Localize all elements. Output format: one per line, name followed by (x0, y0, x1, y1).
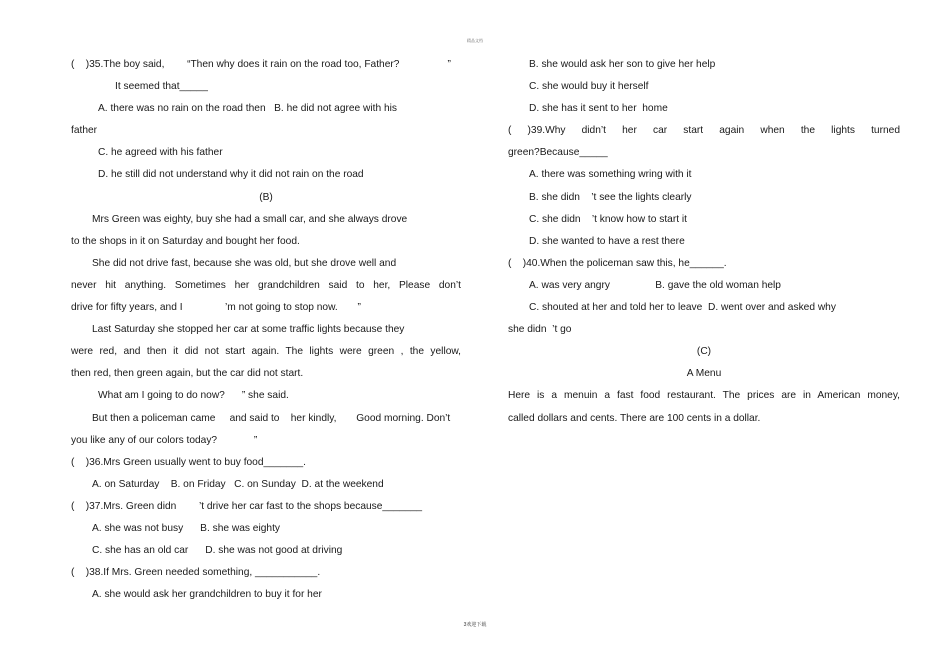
text-line: ( )36.Mrs Green usually went to buy food_______. (71, 456, 307, 468)
text-line: It seemed that_____ (115, 81, 208, 93)
text-line: drive for fifty years, and I ’m not going to stop now. ” (71, 302, 361, 314)
text-line: green?Because_____ (508, 147, 608, 159)
text-line: (C) (696, 346, 712, 358)
text-line: A. was very angry B. gave the old woman help (529, 279, 781, 291)
text-line: ( )40.When the policeman saw this, he______. (508, 257, 727, 269)
text-line: D. she has it sent to her home (529, 103, 668, 115)
right-column (508, 54, 900, 430)
text-line: to the shops in it on Saturday and bought her food. (71, 235, 300, 247)
text-line: C. shouted at her and told her to leave D. went over and asked why (529, 302, 836, 314)
text-line: C. he agreed with his father (98, 147, 223, 159)
text-line: ( )35.The boy said, “Then why does it rain on the road too, Father? ” (71, 59, 451, 70)
text-line: ( )37.Mrs. Green didn ’t drive her car fast to the shops because_______ (71, 500, 423, 512)
text-line: ( )38.If Mrs. Green needed something, ___________. (71, 567, 321, 579)
text-line: were red, and then it did not start again. The lights were green , the yellow, (71, 346, 461, 358)
text-line: Last Saturday she stopped her car at some traffic lights because they (92, 324, 405, 336)
text-line: A Menu (686, 368, 722, 380)
text-line: A. on Saturday B. on Friday C. on Sunday D. at the weekend (92, 478, 384, 490)
text-line: C. she didn ’t know how to start it (529, 213, 687, 225)
text-line: C. she has an old car D. she was not good at driving (92, 545, 343, 557)
text-line: you like any of our colors today? ” (71, 434, 258, 446)
text-line: A. there was something wring with it (529, 169, 692, 181)
text-line: But then a policeman came and said to her kindly, Good morning. Don’t (92, 412, 451, 424)
text-line: called dollars and cents. There are 100 cents in a dollar. (508, 412, 761, 424)
page-footer-mark: 3欢迎下载 (463, 622, 487, 628)
text-line: D. she wanted to have a rest there (529, 235, 685, 247)
text-line: (B) (259, 191, 273, 203)
text-line: What am I going to do now? ” she said. (98, 390, 289, 402)
text-line: A. there was no rain on the road then B. he did not agree with his (98, 103, 398, 115)
text-line: C. she would buy it herself (529, 81, 649, 93)
text-line: father (71, 125, 98, 137)
text-line: she didn ’t go (508, 324, 572, 336)
page-header-mark: 精品文档 (467, 38, 483, 43)
text-line: Here is a menuin a fast food restaurant. The prices are in American money, (508, 390, 900, 402)
text-line: B. she didn ’t see the lights clearly (529, 191, 692, 203)
text-line: D. he still did not understand why it did not rain on the road (98, 169, 364, 181)
text-line: Mrs Green was eighty, buy she had a small car, and she always drove (92, 213, 408, 225)
text-line: A. she was not busy B. she was eighty (92, 522, 280, 534)
text-line: She did not drive fast, because she was old, but she drove well and (92, 257, 397, 269)
text-line: never hit anything. Sometimes her grandchildren said to her, Please don’t (71, 279, 461, 291)
left-column (71, 54, 461, 606)
text-line: A. she would ask her grandchildren to buy it for her (92, 589, 322, 601)
text-line: ( )39.Why didn’t her car start again when the lights turned (508, 125, 900, 137)
text-line: B. she would ask her son to give her help (529, 59, 716, 70)
text-line: then red, then green again, but the car did not start. (71, 368, 304, 380)
